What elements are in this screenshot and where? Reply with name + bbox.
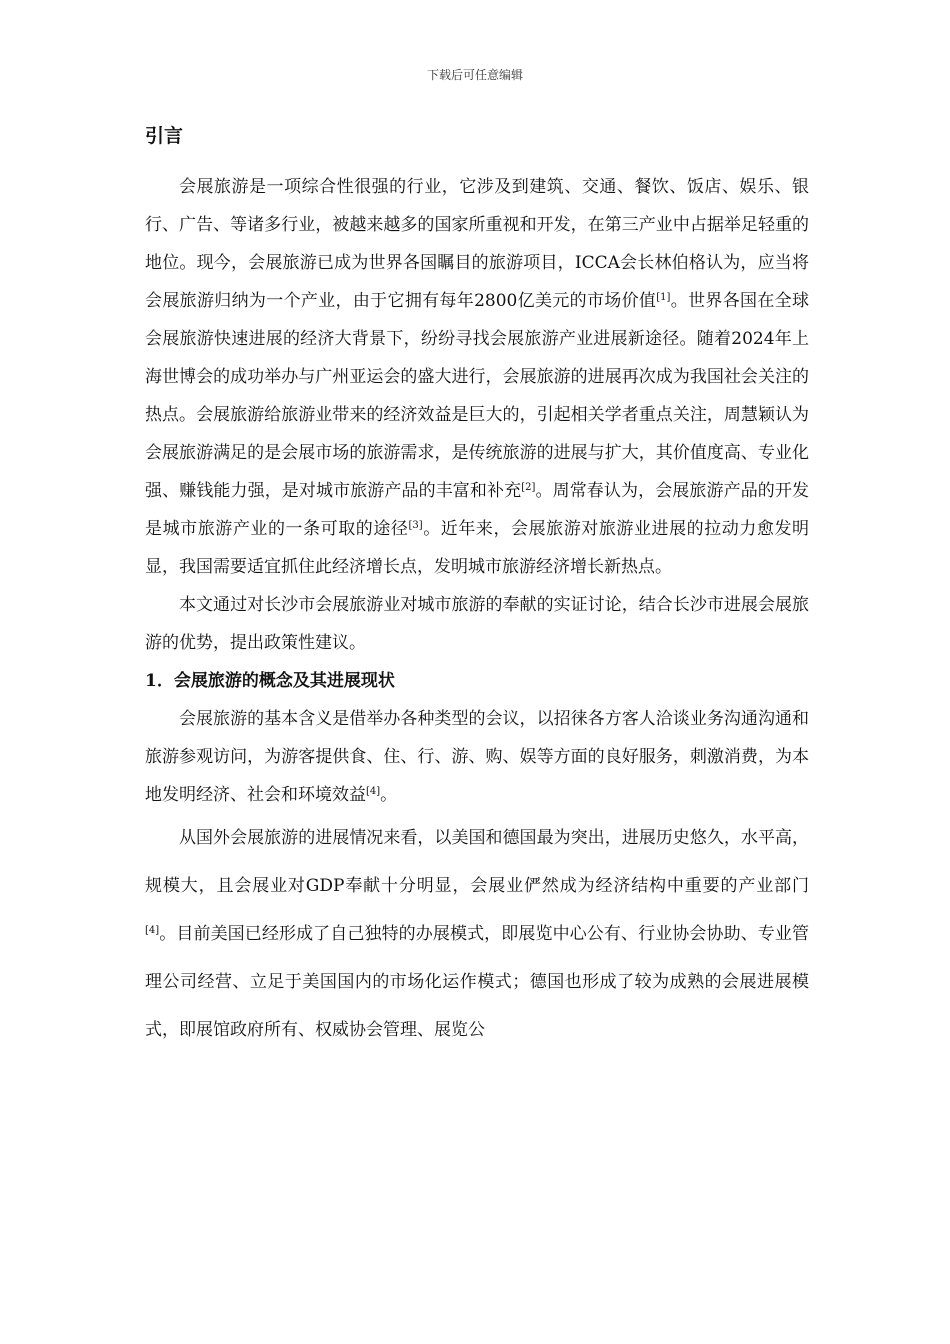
section1-paragraph-2: 从国外会展旅游的进展情况来看，以美国和德国最为突出，进展历史悠久，水平高，规模大，且会展业对GDP奉献十分明显，会展业俨然成为经济结构中重要的产业部门[4]。目前美国已经形成了自己独特的办展模式，即展览中心公有、行业协会协助、专业管理公司经营、立足于美国国内的市场化运作模式；德国也形成了较为成熟的会展进展模式，即展馆政府所有、权威协会管理、展览公 — [145, 828, 809, 1040]
intro-paragraph-1: 会展旅游是一项综合性很强的行业，它涉及到建筑、交通、餐饮、饭店、娱乐、银行、广告、等诸多行业，被越来越多的国家所重视和开发，在第三产业中占据举足轻重的地位。现今，会展旅游已成为世界各国瞩目的旅游项目，ICCA会长林伯格认为，应当将会展旅游归纳为一个产业，由于它拥有每年2800亿美元的市场价值[1]。世界各国在全球会展旅游快速进展的经济大背景下，纷纷寻找会展旅游产业进展新途径。随着2024年上海世博会的成功举办与广州亚运会的盛大进行，会展旅游的进展再次成为我国社会关注的热点。会展旅游给旅游业带来的经济效益是巨大的，引起相关学者重点关注，周慧颖认为会展旅游满足的是会展市场的旅游需求，是传统旅游的进展与扩大，其价值度高、专业化强、赚钱能力强，是对城市旅游产品的丰富和补充[2]。周常春认为，会展旅游产品的开发是城市旅游产业的一条可取的途径[3]。近年来，会展旅游对旅游业进展的拉动力愈发明显，我国需要适宜抓住此经济增长点，发明城市旅游经济增长新热点。 — [145, 177, 810, 577]
citation-2: [2] — [521, 482, 536, 493]
page-header: 下载后可任意编辑 — [426, 68, 523, 82]
citation-3: [3] — [408, 520, 423, 531]
citation-4b: [4] — [145, 925, 160, 936]
section1-paragraph-1: 会展旅游的基本含义是借举办各种类型的会议，以招徕各方客人洽谈业务沟通沟通和旅游参观访问，为游客提供食、住、行、游、购、娱等方面的良好服务，刺激消费，为本地发明经济、社会和环境效益[4]。 — [145, 709, 809, 805]
document-body — [145, 118, 809, 1054]
citation-1: [1] — [656, 292, 671, 303]
section-heading-1: 1．会展旅游的概念及其进展现状 — [145, 671, 395, 691]
citation-4: [4] — [366, 786, 381, 797]
section-title-introduction: 引言 — [145, 125, 184, 147]
intro-paragraph-2: 本文通过对长沙市会展旅游业对城市旅游的奉献的实证讨论，结合长沙市进展会展旅游的优势，提出政策性建议。 — [145, 595, 809, 653]
